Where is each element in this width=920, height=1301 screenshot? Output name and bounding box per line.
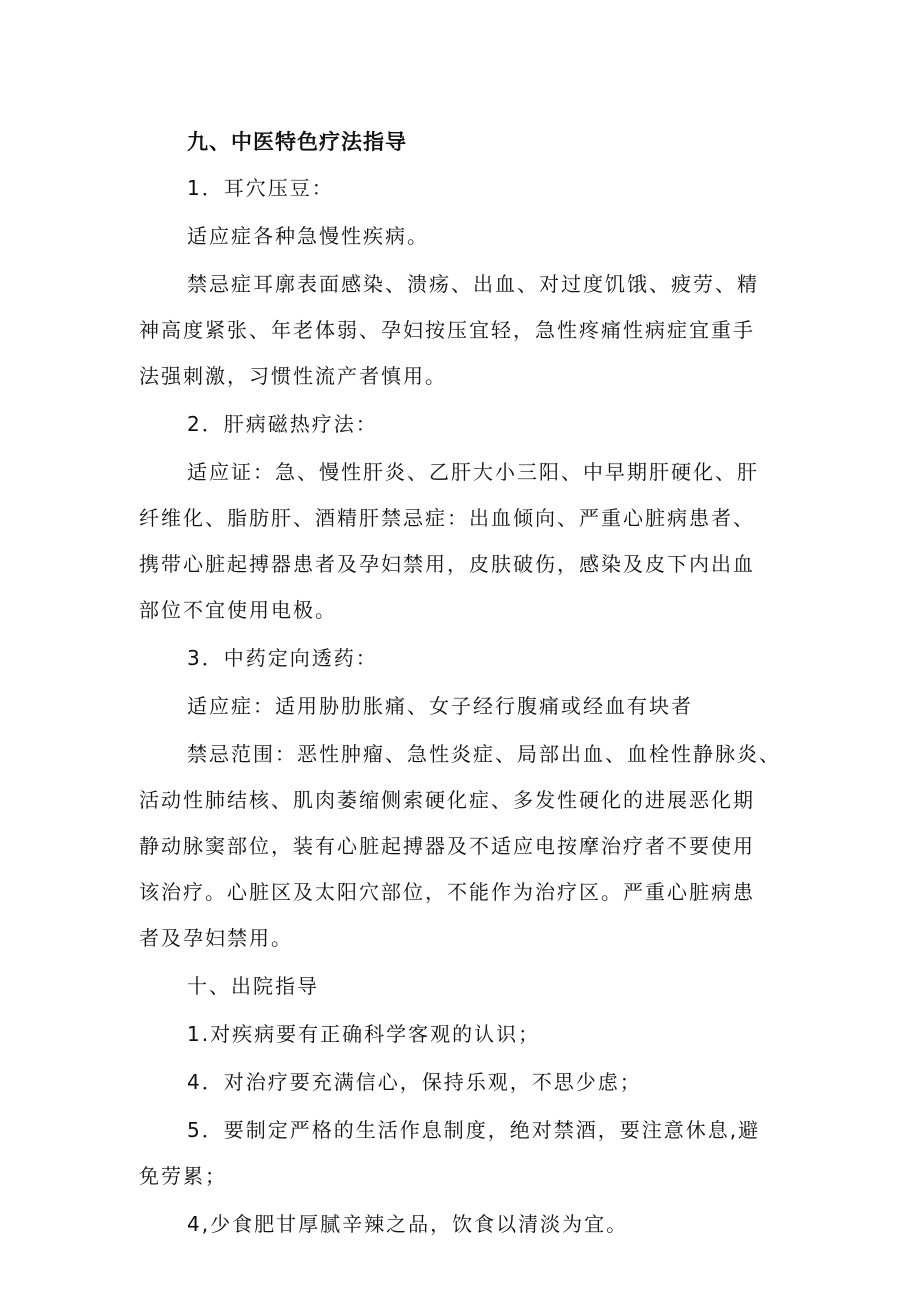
section-heading-discharge: 十、出院指导 [187, 974, 319, 998]
ear-contraindication-line-2: 神高度紧张、年老体弱、孕妇按压宜轻，急性疼痛性病症宜重手 [139, 318, 755, 342]
herbal-contraindication-line-1: 禁忌范围：恶性肿瘤、急性炎症、局部出血、血栓性静脉炎、 [187, 742, 781, 766]
liver-therapy-line-2: 纤维化、脂肪肝、酒精肝禁忌症：出血倾向、严重心脏病患者、 [139, 506, 755, 530]
discharge-item-3-line-1: 5．要制定严格的生活作息制度，绝对禁酒，要注意休息,避 [187, 1118, 761, 1142]
document-body [139, 126, 789, 1240]
ear-contraindication-line-3: 法强刺激，习惯性流产者慎用。 [139, 364, 447, 388]
liver-therapy-line-4: 部位不宜使用电极。 [139, 598, 337, 622]
ear-contraindication-line-1: 禁忌症耳廓表面感染、溃疡、出血、对过度饥饿、疲劳、精 [187, 272, 759, 296]
liver-therapy-line-3: 携带心脏起搏器患者及孕妇禁用，皮肤破伤，感染及皮下内出血 [139, 552, 755, 576]
liver-therapy-title: 2．肝病磁热疗法： [187, 412, 378, 436]
herbal-iontophoresis-title: 3．中药定向透药： [187, 646, 378, 670]
section-heading-tcm: 九、中医特色疗法指导 [187, 130, 407, 154]
herbal-contraindication-line-3: 静动脉窦部位，装有心脏起搏器及不适应电按摩治疗者不要使用 [139, 834, 755, 858]
herbal-indication: 适应症：适用胁肋胀痛、女子经行腹痛或经血有块者 [187, 694, 693, 718]
ear-indication: 适应症各种急慢性疾病。 [187, 224, 429, 248]
ear-acupressure-title: 1．耳穴压豆： [187, 176, 334, 200]
discharge-item-3-line-2: 免劳累； [139, 1164, 227, 1188]
liver-therapy-line-1: 适应证：急、慢性肝炎、乙肝大小三阳、中早期肝硬化、肝 [187, 460, 759, 484]
discharge-item-2: 4．对治疗要充满信心，保持乐观，不思少虑； [187, 1070, 642, 1094]
herbal-contraindication-line-2: 活动性肺结核、肌肉萎缩侧索硬化症、多发性硬化的进展恶化期 [139, 788, 755, 812]
discharge-item-1: 1.对疾病要有正确科学客观的认识； [187, 1022, 541, 1046]
discharge-item-4: 4,少食肥甘厚腻辛辣之品，饮食以清淡为宜。 [187, 1212, 629, 1236]
herbal-contraindication-line-5: 者及孕妇禁用。 [139, 926, 293, 950]
herbal-contraindication-line-4: 该治疗。心脏区及太阳穴部位，不能作为治疗区。严重心脏病患 [139, 880, 755, 904]
